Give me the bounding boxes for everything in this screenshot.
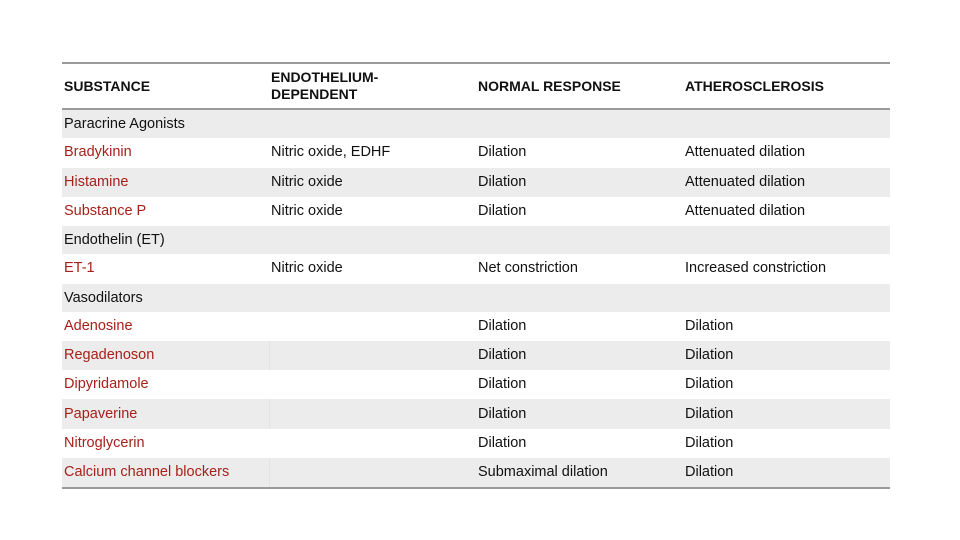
normal-response-cell: Dilation [478, 405, 527, 422]
table-row [62, 168, 890, 197]
table-row [62, 341, 890, 370]
atherosclerosis-cell: Attenuated dilation [685, 144, 806, 161]
table-row [62, 370, 890, 399]
endothelium-cell: Nitric oxide [271, 173, 343, 190]
atherosclerosis-cell: Increased constriction [685, 260, 827, 277]
substance-cell: ET-1 [64, 260, 95, 277]
group-row-vasodilators [62, 284, 890, 312]
substance-cell: Adenosine [64, 318, 133, 335]
normal-response-cell: Dilation [478, 376, 527, 393]
endothelium-cell [269, 341, 476, 370]
normal-response-cell: Submaximal dilation [478, 463, 608, 480]
substance-cell: Dipyridamole [64, 376, 149, 393]
normal-response-cell: Dilation [478, 318, 527, 335]
normal-response-cell: Dilation [478, 144, 527, 161]
normal-response-cell: Dilation [478, 173, 527, 190]
table-header-row [62, 64, 890, 110]
atherosclerosis-cell: Dilation [685, 376, 734, 393]
table-row [62, 429, 890, 458]
atherosclerosis-cell: Attenuated dilation [685, 173, 806, 190]
normal-response-cell: Dilation [478, 434, 527, 451]
atherosclerosis-cell: Dilation [685, 318, 734, 335]
header-normal-response: NORMAL RESPONSE [478, 77, 621, 94]
header-endothelium-dependent [269, 69, 476, 103]
table-row [62, 254, 890, 283]
substance-cell: Nitroglycerin [64, 434, 145, 451]
table-row [62, 399, 890, 428]
table-row [62, 312, 890, 341]
atherosclerosis-cell: Dilation [685, 405, 734, 422]
substance-cell: Histamine [64, 173, 129, 190]
table-row [62, 458, 890, 487]
endothelium-cell [269, 429, 476, 458]
atherosclerosis-cell: Attenuated dilation [685, 202, 806, 219]
group-row-paracrine [62, 110, 890, 138]
substance-cell: Substance P [64, 202, 147, 219]
substance-cell: Papaverine [64, 405, 138, 422]
header-substance: SUBSTANCE [64, 77, 151, 94]
group-label: Endothelin (ET) [64, 232, 165, 249]
header-atherosclerosis: ATHEROSCLEROSIS [685, 77, 824, 94]
endothelium-cell [269, 370, 476, 399]
endothelium-cell: Nitric oxide [271, 260, 343, 277]
normal-response-cell: Dilation [478, 202, 527, 219]
header-endothelium-line1: ENDOTHELIUM- [271, 69, 379, 85]
normal-response-cell: Dilation [478, 347, 527, 364]
endothelium-cell: Nitric oxide [271, 202, 343, 219]
endothelium-cell: Nitric oxide, EDHF [271, 144, 391, 161]
table-row [62, 197, 890, 226]
substance-cell: Bradykinin [64, 144, 132, 161]
endothelium-cell [269, 312, 476, 341]
group-label: Paracrine Agonists [64, 116, 185, 133]
header-endothelium-line2: DEPENDENT [271, 86, 358, 102]
endothelium-cell [269, 458, 476, 487]
substance-cell: Calcium channel blockers [64, 463, 230, 480]
atherosclerosis-cell: Dilation [685, 463, 734, 480]
vascular-response-table [62, 62, 890, 489]
atherosclerosis-cell: Dilation [685, 434, 734, 451]
table-row [62, 138, 890, 167]
group-label: Vasodilators [64, 289, 143, 306]
atherosclerosis-cell: Dilation [685, 347, 734, 364]
normal-response-cell: Net constriction [478, 260, 578, 277]
endothelium-cell [269, 399, 476, 428]
group-row-endothelin [62, 226, 890, 254]
substance-cell: Regadenoson [64, 347, 155, 364]
